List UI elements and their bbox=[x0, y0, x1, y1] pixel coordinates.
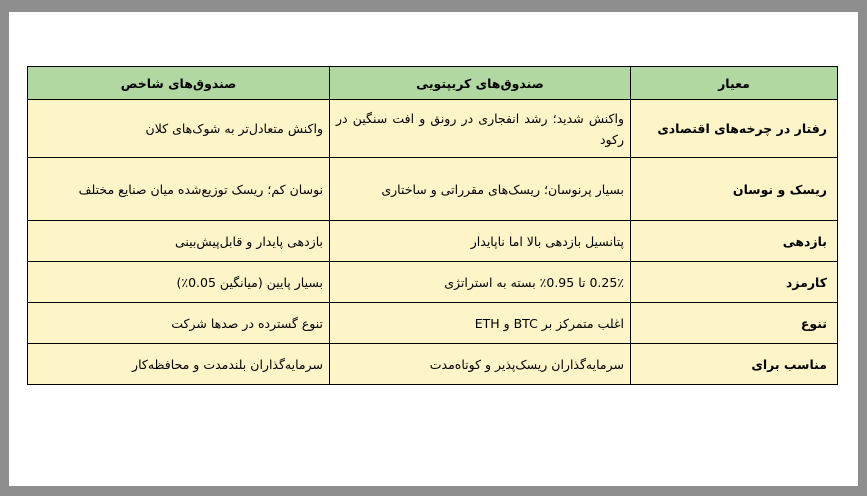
crypto-cell: پتانسیل بازدهی بالا اما ناپایدار bbox=[330, 221, 631, 262]
crypto-cell: اغلب متمرکز بر BTC و ETH bbox=[330, 303, 631, 344]
criterion-cell: رفتار در چرخه‌های اقتصادی bbox=[631, 100, 838, 158]
header-criterion: معیار bbox=[631, 67, 838, 100]
crypto-cell: بسیار پرنوسان؛ ریسک‌های مقرراتی و ساختاری bbox=[330, 158, 631, 221]
table-row bbox=[28, 262, 838, 303]
criterion-cell: ریسک و نوسان bbox=[631, 158, 838, 221]
criterion-cell: کارمزد bbox=[631, 262, 838, 303]
table-row bbox=[28, 303, 838, 344]
comparison-table bbox=[27, 66, 838, 385]
table-row bbox=[28, 221, 838, 262]
index-cell: بسیار پایین (میانگین 0.05٪) bbox=[28, 262, 330, 303]
criterion-cell: مناسب برای bbox=[631, 344, 838, 385]
header-crypto-funds: صندوق‌های کریپتویی bbox=[330, 67, 631, 100]
index-cell: تنوع گسترده در صدها شرکت bbox=[28, 303, 330, 344]
index-cell: نوسان کم؛ ریسک توزیع‌شده میان صنایع مختلف bbox=[28, 158, 330, 221]
index-cell: سرمایه‌گذاران بلندمدت و محافظه‌کار bbox=[28, 344, 330, 385]
header-index-funds: صندوق‌های شاخص bbox=[28, 67, 330, 100]
criterion-cell: تنوع bbox=[631, 303, 838, 344]
table-header-row bbox=[28, 67, 838, 100]
index-cell: بازدهی پایدار و قابل‌پیش‌بینی bbox=[28, 221, 330, 262]
table-row bbox=[28, 344, 838, 385]
crypto-cell: 0.25٪ تا 0.95٪ بسته به استراتژی bbox=[330, 262, 631, 303]
index-cell: واکنش متعادل‌تر به شوک‌های کلان bbox=[28, 100, 330, 158]
crypto-cell: واکنش شدید؛ رشد انفجاری در رونق و افت سنگین در رکود bbox=[330, 100, 631, 158]
criterion-cell: بازدهی bbox=[631, 221, 838, 262]
table-row bbox=[28, 100, 838, 158]
table-row bbox=[28, 158, 838, 221]
crypto-cell: سرمایه‌گذاران ریسک‌پذیر و کوتاه‌مدت bbox=[330, 344, 631, 385]
